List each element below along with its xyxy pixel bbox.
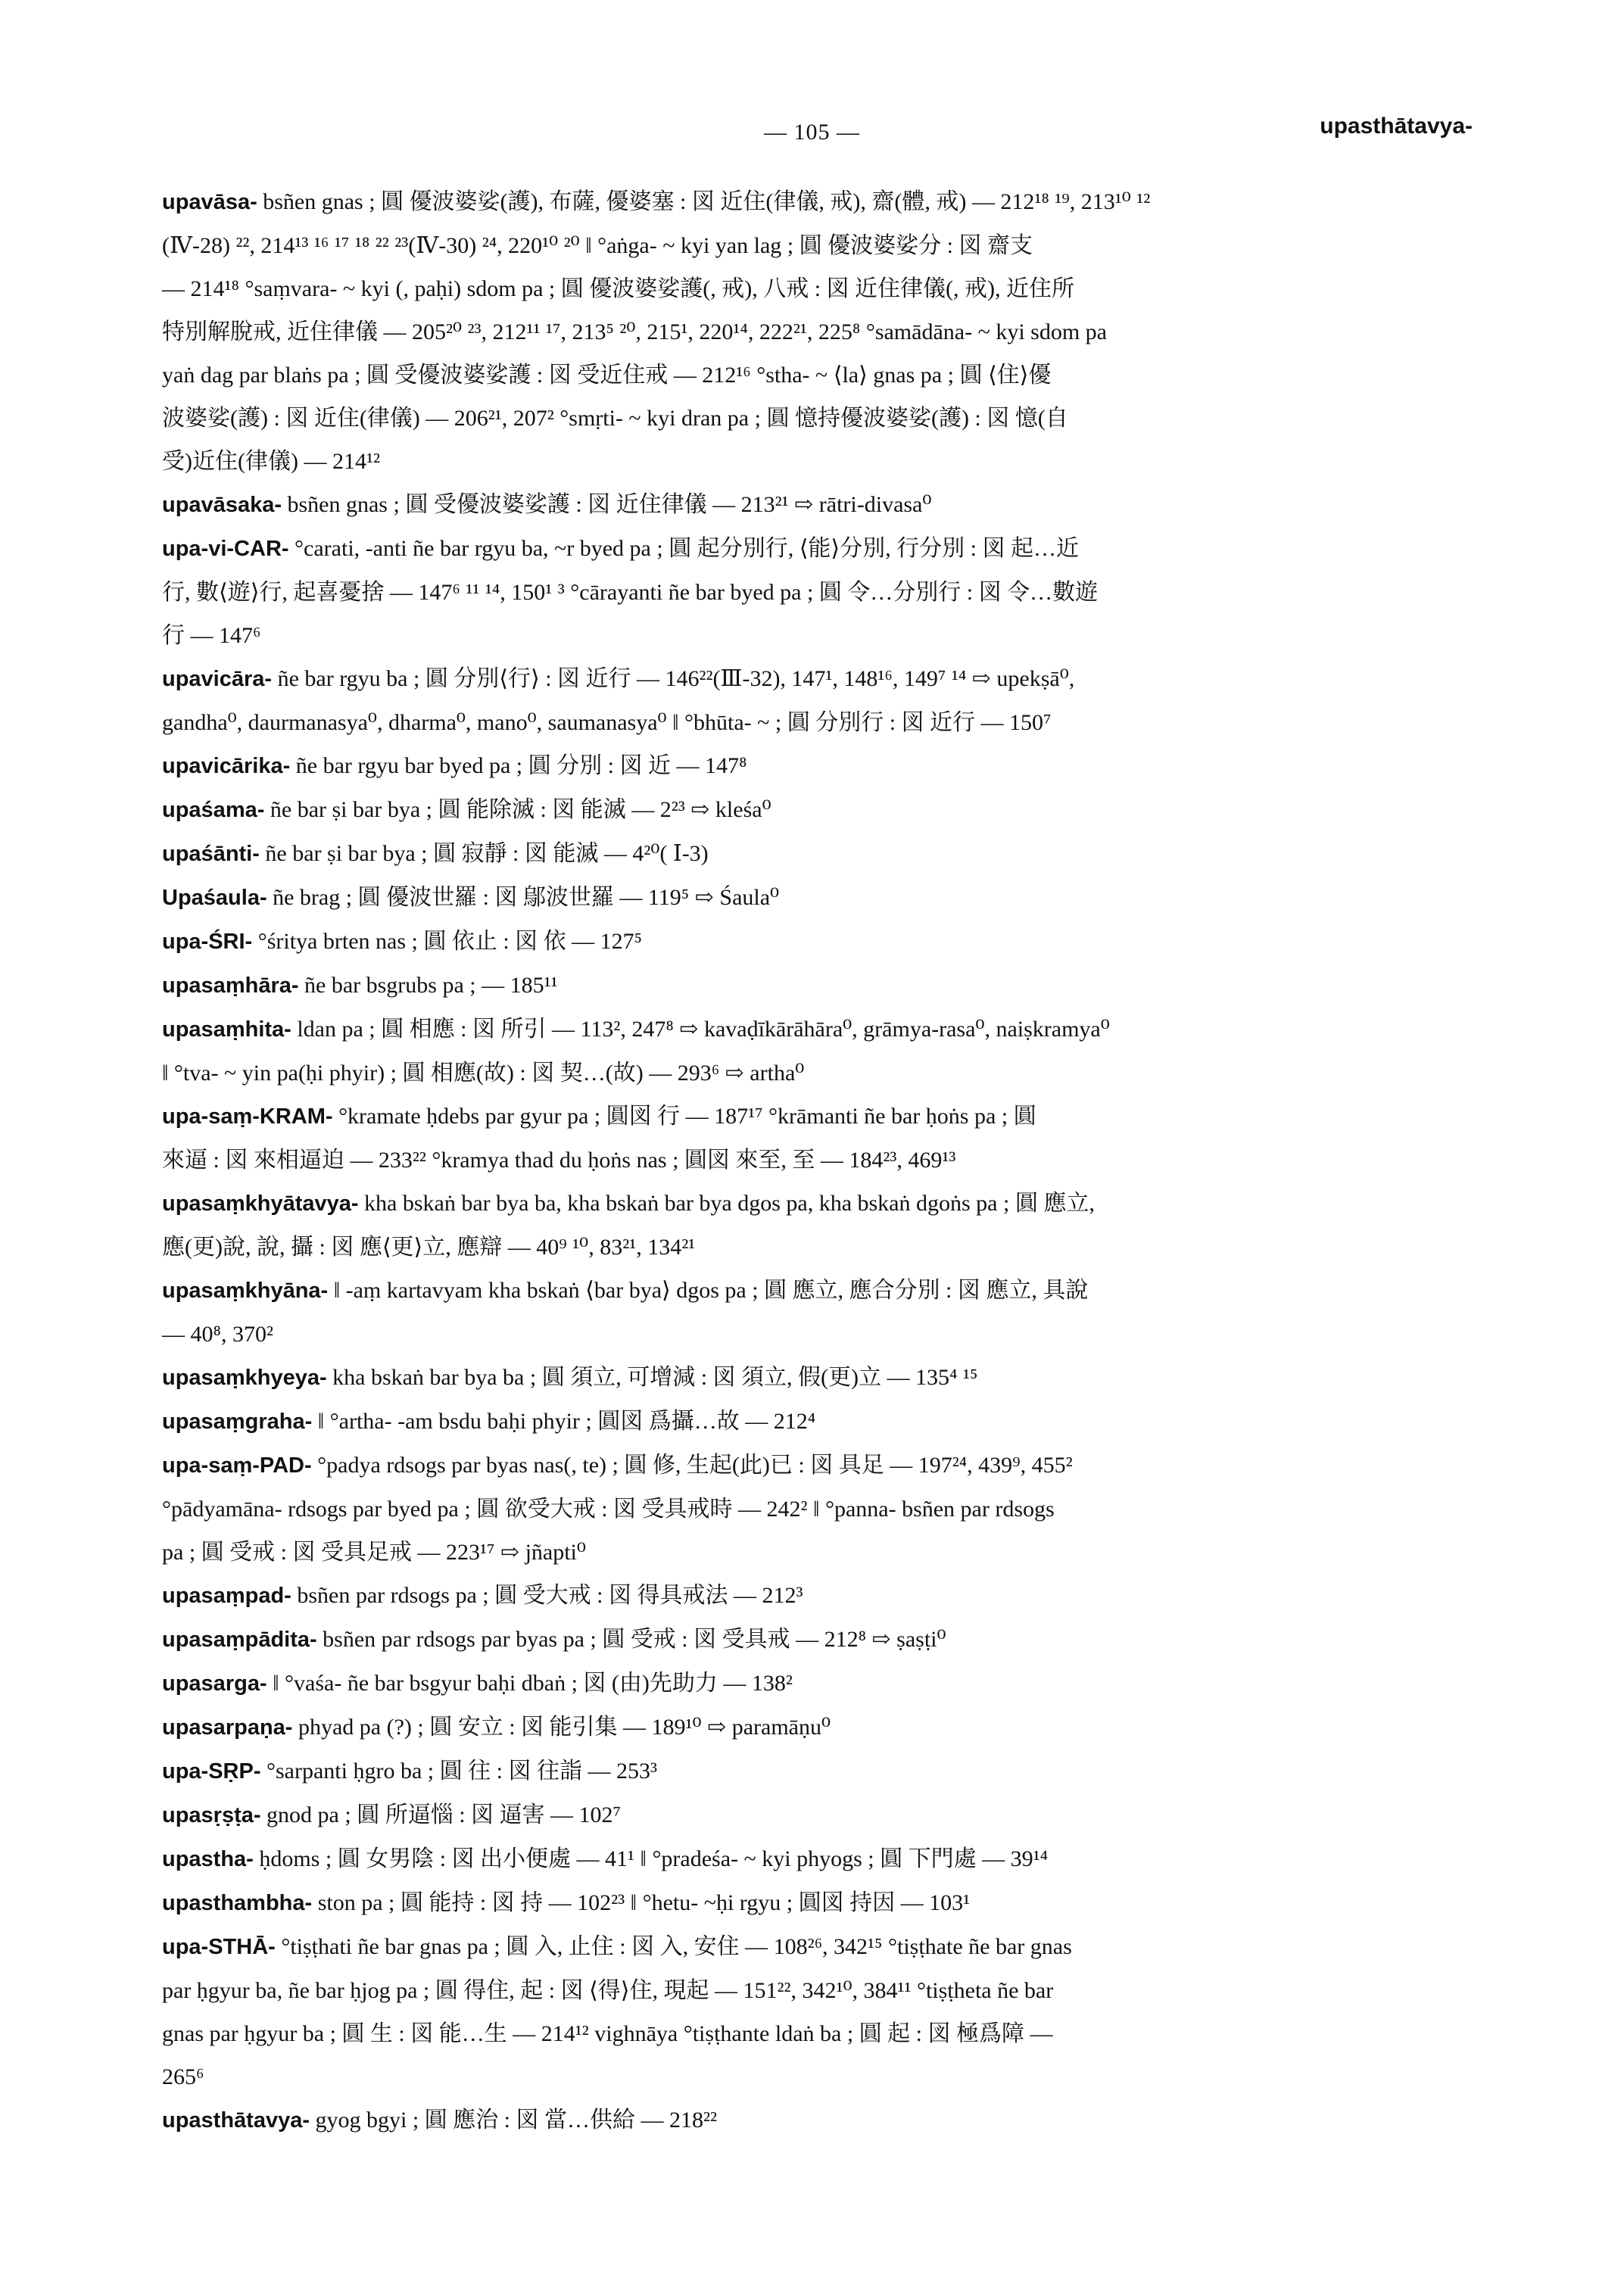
entry-text: 行, 數⟨遊⟩行, 起喜憂捨 — 147⁶ ¹¹ ¹⁴, 150¹ ³ °cārayanti ñe bar byed pa ; 圓 令…分別行 : 図 令…數遊 <box>162 580 1099 605</box>
entry-headword: upasthambha- <box>162 1891 313 1915</box>
entry-line <box>162 614 1492 657</box>
entry-line <box>162 1313 1492 1356</box>
entry-line <box>162 1356 1492 1400</box>
dictionary-entry <box>162 657 1492 744</box>
entry-headword: upavāsaka- <box>162 493 282 517</box>
entry-line <box>162 571 1492 614</box>
entry-line <box>162 744 1492 788</box>
entry-headword: upasaṃpādita- <box>162 1628 317 1652</box>
entry-line <box>162 440 1492 483</box>
entry-line <box>162 2012 1492 2055</box>
entry-text: kha bskaṅ bar bya ba ; 圓 須立, 可增減 : 図 須立, 假(更)立 — 135⁴ ¹⁵ <box>332 1365 978 1390</box>
entry-text: — 214¹⁸ °saṃvara- ~ kyi (, paḥi) sdom pa ; 圓 優波婆娑護(, 戒), 八戒 : 図 近住律儀(, 戒), 近住所 <box>162 276 1075 301</box>
entry-text: ston pa ; 圓 能持 : 図 持 — 102²³ ‖ °hetu- ~ḥi rgyu ; 圓図 持因 — 103¹ <box>317 1890 971 1915</box>
entry-text: ñe bar ṣi bar bya ; 圓 能除滅 : 図 能滅 — 2²³ ⇨ kleśa⁰ <box>270 797 771 822</box>
entry-line <box>162 964 1492 1008</box>
entry-line <box>162 180 1492 224</box>
dictionary-entry <box>162 1793 1492 1837</box>
entry-headword: upasaṃhāra- <box>162 974 299 998</box>
entry-headword: upasthātavya- <box>162 2108 310 2133</box>
dictionary-entry <box>162 876 1492 920</box>
entry-text: bsñen gnas ; 圓 優波婆娑(護), 布薩, 優婆塞 : 図 近住(律儀, 戒), 齋(體, 戒) — 212¹⁸ ¹⁹, 213¹⁰ ¹² <box>263 189 1151 214</box>
dictionary-entry <box>162 527 1492 657</box>
entry-text: ‖ °tva- ~ yin pa(ḥi phyir) ; 圓 相應(故) : 図 契…(故) — 293⁶ ⇨ artha⁰ <box>162 1061 805 1086</box>
entry-text: 特別解脫戒, 近住律儀 — 205²⁰ ²³, 212¹¹ ¹⁷, 213⁵ ²⁰, 215¹, 220¹⁴, 222²¹, 225⁸ °samādāna- ~ kyi sdom pa <box>162 319 1107 344</box>
entry-headword: upasaṃkhyeya- <box>162 1366 327 1390</box>
dictionary-entry <box>162 1574 1492 1618</box>
entry-headword: upasarga- <box>162 1671 267 1696</box>
entry-text: 來逼 : 図 來相逼迫 — 233²² °kramya thad du ḥoṅs nas ; 圓図 來至, 至 — 184²³, 469¹³ <box>162 1148 956 1173</box>
entry-line <box>162 657 1492 701</box>
entry-headword: upa-SṚP- <box>162 1759 261 1784</box>
entry-text: ldan pa ; 圓 相應 : 図 所引 — 113², 247⁸ ⇨ kavaḍīkārāhāra⁰, grāmya-rasa⁰, naiṣkramya⁰ <box>297 1017 1110 1042</box>
entry-headword: upa-vi-CAR- <box>162 537 289 561</box>
entry-line <box>162 1574 1492 1618</box>
entry-text: par ḥgyur ba, ñe bar ḥjog pa ; 圓 得住, 起 : 図 ⟨得⟩住, 現起 — 151²², 342¹⁰, 384¹¹ °tiṣṭheta ñe bar <box>162 1978 1054 2003</box>
entry-line <box>162 788 1492 832</box>
entry-text: 行 — 147⁶ <box>162 623 261 648</box>
dictionary-entry <box>162 1356 1492 1400</box>
entry-line <box>162 1925 1492 1969</box>
dictionary-entry <box>162 180 1492 483</box>
entry-text: 受)近住(律儀) — 214¹² <box>162 449 380 474</box>
entry-headword: upasaṃkhyātavya- <box>162 1192 359 1216</box>
entry-line <box>162 1969 1492 2012</box>
entry-line <box>162 1749 1492 1793</box>
dictionary-entry <box>162 788 1492 832</box>
entry-text: kha bskaṅ bar bya ba, kha bskaṅ bar bya dgos pa, kha bskaṅ dgoṅs pa ; 圓 應立, <box>364 1191 1095 1216</box>
dictionary-entry <box>162 1182 1492 1269</box>
entry-text: ñe bar rgyu ba ; 圓 分別⟨行⟩ : 図 近行 — 146²²(Ⅲ-32), 147¹, 148¹⁶, 149⁷ ¹⁴ ⇨ upekṣā⁰, <box>277 666 1075 691</box>
entry-headword: upa-saṃ-PAD- <box>162 1453 312 1478</box>
dictionary-entry <box>162 1925 1492 2098</box>
entry-line <box>162 1051 1492 1095</box>
entry-headword: upastha- <box>162 1847 254 1871</box>
entry-text: °śritya brten nas ; 圓 依止 : 図 依 — 127⁵ <box>257 929 643 954</box>
entry-headword: upasaṃkhyāna- <box>162 1279 329 1303</box>
entry-text: 應(更)說, 說, 攝 : 図 應⟨更⟩立, 應辯 — 40⁹ ¹⁰, 83²¹, 134²¹ <box>162 1235 696 1260</box>
entry-text: gnas par ḥgyur ba ; 圓 生 : 図 能…生 — 214¹² vighnāya °tiṣṭhante ldaṅ ba ; 圓 起 : 図 極爲障 — <box>162 2021 1053 2046</box>
entry-headword: upaśānti- <box>162 842 260 866</box>
entry-text: °pādyamāna- rdsogs par byed pa ; 圓 欲受大戒 : 図 受具戒時 — 242² ‖ °panna- bsñen par rdsogs <box>162 1497 1055 1522</box>
entry-line <box>162 1618 1492 1662</box>
dictionary-entry <box>162 1706 1492 1749</box>
entry-line <box>162 483 1492 527</box>
entry-line <box>162 876 1492 920</box>
dictionary-entry <box>162 744 1492 788</box>
dictionary-entry <box>162 1444 1492 1574</box>
entry-text: ñe brag ; 圓 優波世羅 : 図 鄔波世羅 — 119⁵ ⇨ Śaula⁰ <box>273 885 780 910</box>
entry-headword: upasaṃpad- <box>162 1584 291 1608</box>
entry-line <box>162 701 1492 744</box>
entry-line <box>162 397 1492 440</box>
dictionary-entry <box>162 920 1492 964</box>
entry-line <box>162 1095 1492 1139</box>
entry-headword: upavicārika- <box>162 754 291 778</box>
entry-text: °sarpanti ḥgro ba ; 圓 往 : 図 往詣 — 253³ <box>267 1759 657 1784</box>
entry-line <box>162 1662 1492 1706</box>
entry-line <box>162 224 1492 267</box>
dictionary-entry <box>162 1662 1492 1706</box>
dictionary-entry <box>162 1618 1492 1662</box>
entry-text: ‖ °artha- -am bsdu baḥi phyir ; 圓図 爲攝…故 — 212⁴ <box>317 1409 816 1434</box>
dictionary-entry <box>162 483 1492 527</box>
entry-line <box>162 1444 1492 1488</box>
entry-text: bsñen par rdsogs pa ; 圓 受大戒 : 図 得具戒法 — 212³ <box>297 1583 803 1608</box>
entry-line <box>162 1881 1492 1925</box>
entry-headword: upa-ŚRI- <box>162 930 253 954</box>
entry-text: gandha⁰, daurmanasya⁰, dharma⁰, mano⁰, saumanasya⁰ ‖ °bhūta- ~ ; 圓 分別行 : 図 近行 — 150⁷ <box>162 710 1052 735</box>
entry-text: ‖ -aṃ kartavyam kha bskaṅ ⟨bar bya⟩ dgos pa ; 圓 應立, 應合分別 : 図 應立, 具說 <box>333 1278 1089 1303</box>
entry-text: ñe bar rgyu bar byed pa ; 圓 分別 : 図 近 — 147⁸ <box>295 753 747 778</box>
entry-headword: upavāsa- <box>162 190 257 214</box>
entry-line <box>162 1008 1492 1051</box>
entry-text: ‖ °vaśa- ñe bar bsgyur baḥi dbaṅ ; 図 (由)先助力 — 138² <box>273 1671 793 1696</box>
entry-headword: upaśama- <box>162 798 265 822</box>
dictionary-entry <box>162 1269 1492 1356</box>
entry-text: (Ⅳ-28) ²², 214¹³ ¹⁶ ¹⁷ ¹⁸ ²² ²³(Ⅳ-30) ²⁴, 220¹⁰ ²⁰ ‖ °aṅga- ~ kyi yan lag ; 圓 優波婆娑分 : 図 齋支 <box>162 233 1033 258</box>
dictionary-entry <box>162 964 1492 1008</box>
dictionary-entry <box>162 1881 1492 1925</box>
dictionary-entry <box>162 1749 1492 1793</box>
entry-text: bsñen par rdsogs par byas pa ; 圓 受戒 : 図 受具戒 — 212⁸ ⇨ ṣaṣṭi⁰ <box>323 1627 946 1652</box>
entry-line <box>162 527 1492 571</box>
entry-list <box>162 180 1492 2142</box>
entry-text: °carati, -anti ñe bar rgyu ba, ~r byed pa ; 圓 起分別行, ⟨能⟩分別, 行分別 : 図 起…近 <box>295 536 1079 561</box>
dictionary-entry <box>162 832 1492 876</box>
entry-text: ñe bar bsgrubs pa ; — 185¹¹ <box>304 973 558 998</box>
page-number: — 105 — <box>764 120 860 145</box>
entry-line <box>162 2098 1492 2142</box>
entry-text: 波婆娑(護) : 図 近住(律儀) — 206²¹, 207² °smṛti- ~ kyi dran pa ; 圓 憶持優波婆娑(護) : 図 憶(自 <box>162 406 1068 431</box>
entry-line <box>162 1182 1492 1226</box>
dictionary-entry <box>162 1837 1492 1881</box>
entry-text: ḥdoms ; 圓 女男陰 : 図 出小便處 — 41¹ ‖ °pradeśa- ~ kyi phyogs ; 圓 下門處 — 39¹⁴ <box>259 1846 1049 1871</box>
entry-line <box>162 832 1492 876</box>
entry-line <box>162 1488 1492 1531</box>
entry-line <box>162 1706 1492 1749</box>
entry-headword: upa-STHĀ- <box>162 1935 276 1959</box>
dictionary-entry <box>162 2098 1492 2142</box>
entry-headword: upa-saṃ-KRAM- <box>162 1104 333 1129</box>
entry-line <box>162 2055 1492 2098</box>
entry-text: °padya rdsogs par byas nas(, te) ; 圓 修, 生起(此)已 : 図 具足 — 197²⁴, 439⁹, 455² <box>317 1453 1073 1478</box>
entry-line <box>162 920 1492 964</box>
entry-text: bsñen gnas ; 圓 受優波婆娑護 : 図 近住律儀 — 213²¹ ⇨ rātri-divasa⁰ <box>287 492 932 517</box>
entry-text: gyog bgyi ; 圓 應治 : 図 當…供給 — 218²² <box>315 2108 718 2133</box>
entry-text: phyad pa (?) ; 圓 安立 : 図 能引集 — 189¹⁰ ⇨ paramāṇu⁰ <box>298 1715 831 1740</box>
entry-line <box>162 310 1492 354</box>
entry-text: — 40⁸, 370² <box>162 1322 273 1347</box>
entry-line <box>162 1226 1492 1269</box>
entry-line <box>162 354 1492 397</box>
entry-text: 265⁶ <box>162 2064 204 2089</box>
entry-text: yaṅ dag par blaṅs pa ; 圓 受優波婆娑護 : 図 受近住戒 — 212¹⁶ °stha- ~ ⟨la⟩ gnas pa ; 圓 ⟨住⟩優 <box>162 363 1052 388</box>
entry-text: ñe bar ṣi bar bya ; 圓 寂靜 : 図 能滅 — 4²⁰( Ⅰ-3) <box>265 841 709 866</box>
entry-line <box>162 1793 1492 1837</box>
entry-headword: upasaṃhita- <box>162 1017 291 1042</box>
entry-text: °kramate ḥdebs par gyur pa ; 圓図 行 — 187¹⁷ °krāmanti ñe bar ḥoṅs pa ; 圓 <box>338 1104 1036 1129</box>
entry-line <box>162 267 1492 310</box>
entry-line <box>162 1531 1492 1574</box>
entry-headword: upasaṃgraha- <box>162 1410 313 1434</box>
dictionary-entry <box>162 1095 1492 1182</box>
entry-headword: upasṛṣṭa- <box>162 1803 261 1827</box>
entry-headword: upavicāra- <box>162 667 273 691</box>
entry-text: pa ; 圓 受戒 : 図 受具足戒 — 223¹⁷ ⇨ jñapti⁰ <box>162 1540 586 1565</box>
dictionary-entry <box>162 1008 1492 1095</box>
entry-line <box>162 1400 1492 1444</box>
entry-line <box>162 1837 1492 1881</box>
entry-line <box>162 1139 1492 1182</box>
entry-text: °tiṣṭhati ñe bar gnas pa ; 圓 入, 止住 : 図 入, 安住 — 108²⁶, 342¹⁵ °tiṣṭhate ñe bar gnas <box>281 1934 1072 1959</box>
entry-text: gnod pa ; 圓 所逼惱 : 図 逼害 — 102⁷ <box>267 1802 621 1827</box>
dictionary-entry <box>162 1400 1492 1444</box>
running-head: upasthātavya- <box>1320 114 1473 139</box>
entry-headword: Upaśaula- <box>162 886 267 910</box>
entry-line <box>162 1269 1492 1313</box>
entry-headword: upasarpaṇa- <box>162 1715 293 1740</box>
